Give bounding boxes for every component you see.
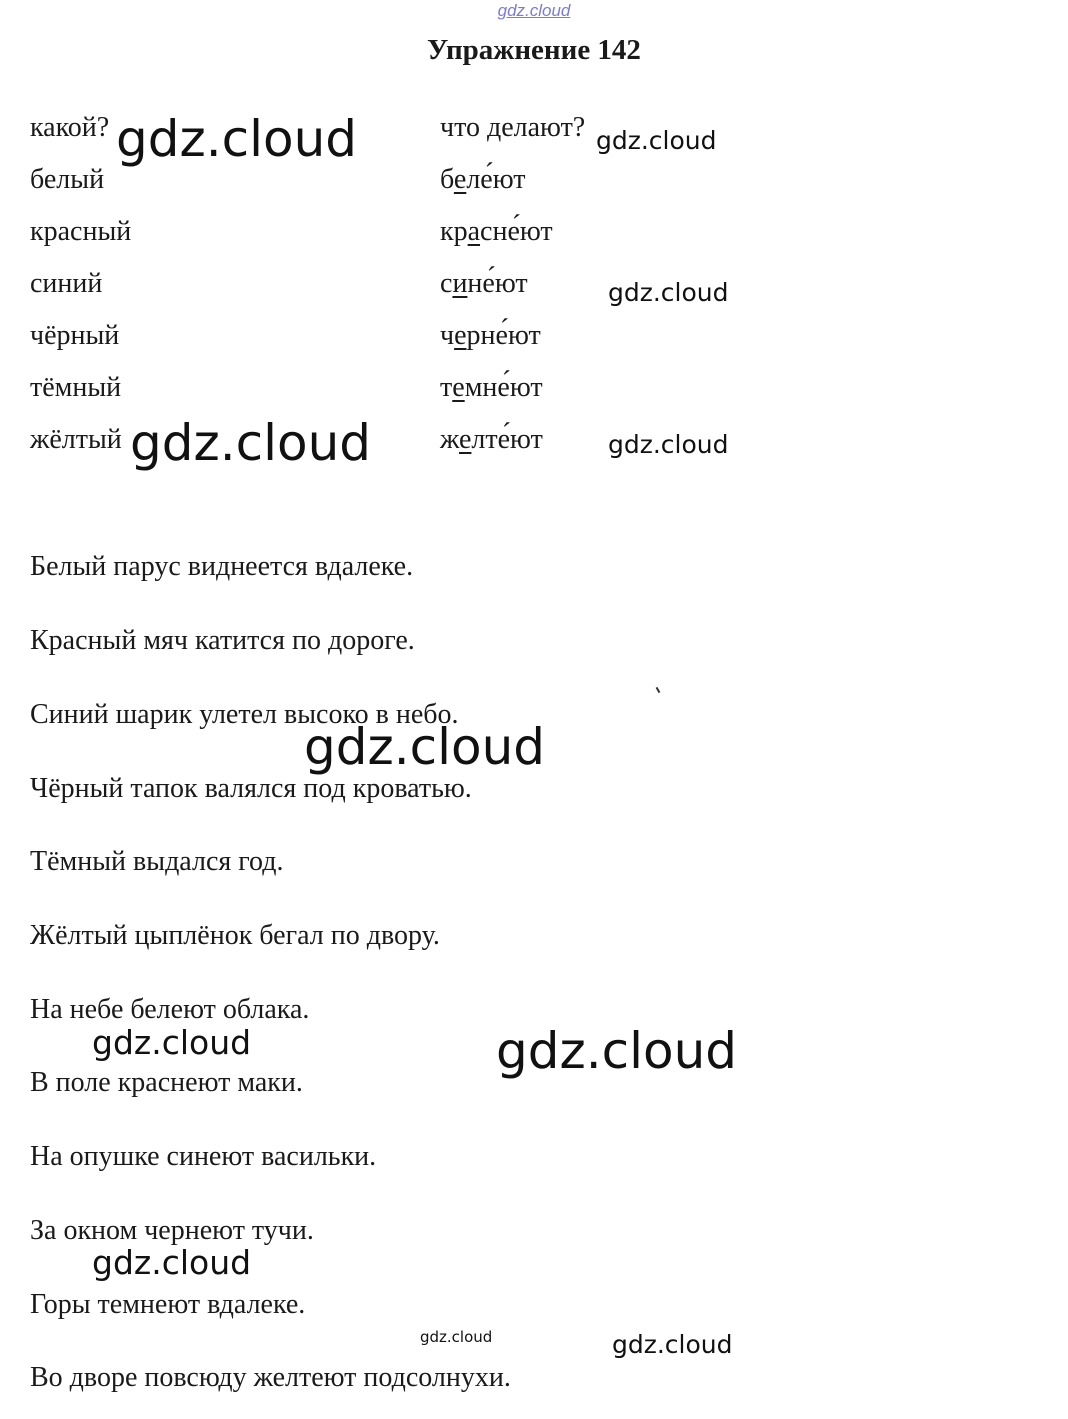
sentence: Чёрный тапок валялся под кроватью. — [30, 773, 472, 804]
sentence: Белый парус виднеется вдалеке. — [30, 551, 414, 582]
verb-word: беле́ют — [440, 164, 526, 195]
watermark: gdz.cloud — [304, 718, 546, 776]
verb-word: сине́ют — [440, 268, 528, 299]
underlined-vowel: е — [458, 424, 472, 455]
sentence: За окном чернеют тучи. — [30, 1215, 314, 1246]
adjective-word: синий — [30, 268, 103, 299]
underlined-vowel: е — [452, 372, 465, 403]
watermark: gdz.cloud — [420, 1328, 493, 1346]
watermark: gdz.cloud — [92, 1023, 252, 1062]
left-column-header: какой? — [30, 112, 110, 143]
underlined-vowel: е — [454, 320, 467, 351]
adjective-word: красный — [30, 216, 132, 247]
watermark: gdz.cloud — [496, 1022, 738, 1080]
verb-word: желте́ют — [440, 424, 543, 455]
adjective-word: жёлтый — [30, 424, 122, 455]
underlined-vowel: е — [453, 164, 467, 195]
sentence: Горы темнеют вдалеке. — [30, 1289, 306, 1320]
verb-word: черне́ют — [440, 320, 541, 351]
watermark: gdz.cloud — [116, 110, 358, 168]
watermark: gdz.cloud — [612, 1330, 733, 1359]
watermark: gdz.cloud — [92, 1243, 252, 1282]
sentence: Синий шарик улетел высоко в небо. — [30, 699, 459, 730]
scan-speck — [656, 687, 661, 693]
sentence: Жёлтый цыплёнок бегал по двору. — [30, 920, 440, 951]
adjective-word: тёмный — [30, 372, 122, 403]
site-link[interactable]: gdz.cloud — [497, 1, 571, 20]
sentence: В поле краснеют маки. — [30, 1067, 303, 1098]
sentence: На небе белеют облака. — [30, 994, 310, 1025]
verb-word: красне́ют — [440, 216, 553, 247]
exercise-title: Упражнение 142 — [427, 34, 641, 66]
watermark: gdz.cloud — [596, 126, 717, 155]
sentence: Тёмный выдался год. — [30, 846, 284, 877]
watermark: gdz.cloud — [608, 278, 729, 307]
underlined-vowel: и — [452, 268, 468, 299]
right-column-header: что делают? — [440, 112, 586, 143]
sentence: Во дворе повсюду желтеют подсолнухи. — [30, 1362, 511, 1393]
sentence: Красный мяч катится по дороге. — [30, 625, 415, 656]
watermark: gdz.cloud — [608, 430, 729, 459]
watermark: gdz.cloud — [130, 414, 372, 472]
adjective-word: белый — [30, 164, 105, 195]
adjective-word: чёрный — [30, 320, 120, 351]
verb-word: темне́ют — [440, 372, 543, 403]
sentence: На опушке синеют васильки. — [30, 1141, 377, 1172]
underlined-vowel: а — [467, 216, 481, 247]
